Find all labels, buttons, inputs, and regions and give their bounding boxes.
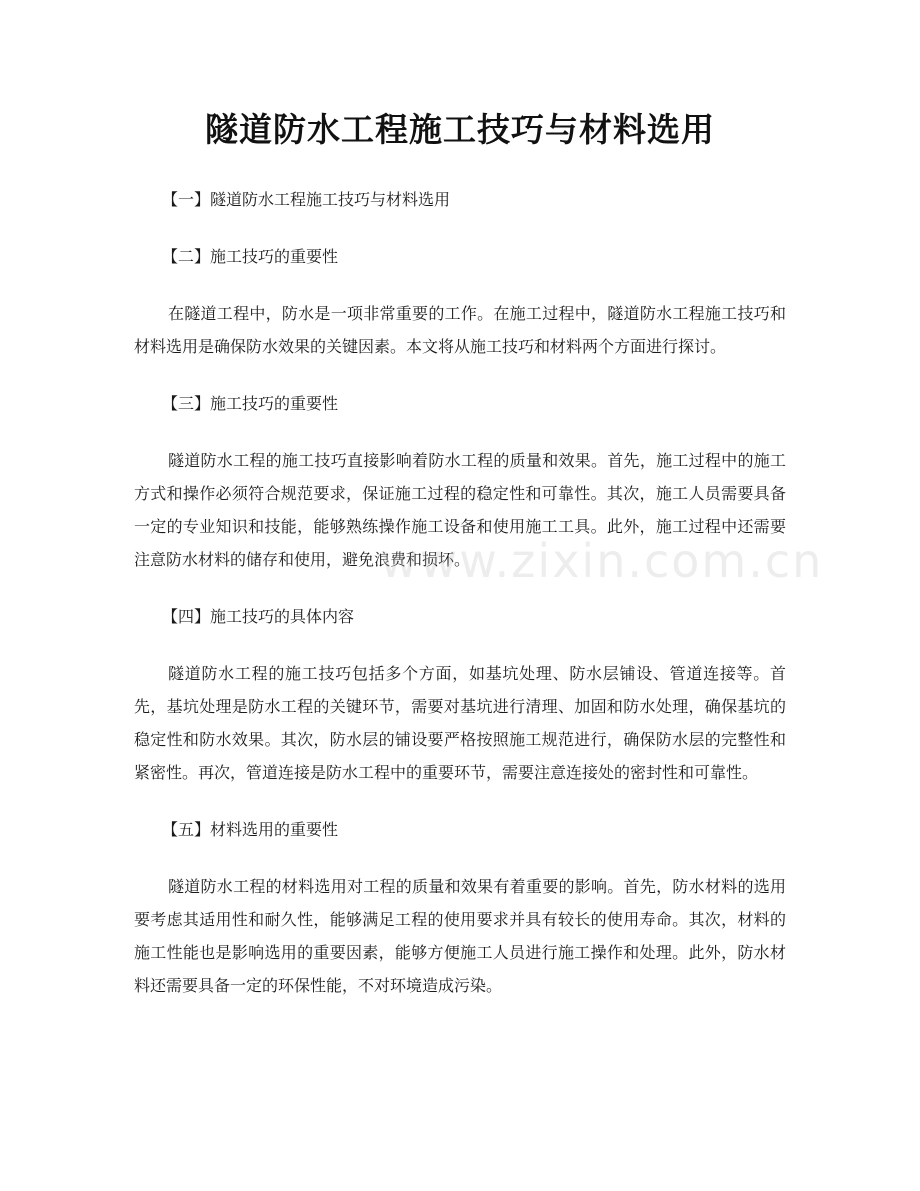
paragraph-technique-content: 隧道防水工程的施工技巧包括多个方面，如基坑处理、防水层铺设、管道连接等。首先，基坑处理是防水工程的关键环节，需要对基坑进行清理、加固和防水处理，确保基坑的稳定性和防水效果。其次，防水层的铺设要严格按照施工规范进行，确保防水层的完整性和紧密性。再次，管道连接是防水工程中的重要环节，需要注意连接处的密封性和可靠性。 — [134, 664, 786, 782]
section-heading-2: 【二】施工技巧的重要性 — [162, 247, 339, 266]
section-heading-3: 【三】施工技巧的重要性 — [162, 394, 339, 413]
paragraph-technique-importance: 隧道防水工程的施工技巧直接影响着防水工程的质量和效果。首先，施工过程中的施工方式和操作必须符合规范要求，保证施工过程的稳定性和可靠性。其次，施工人员需要具备一定的专业知识和技能，能够熟练操作施工设备和使用施工工具。此外，施工过程中还需要注意防水材料的储存和使用，避免浪费和损坏。 — [134, 451, 786, 569]
paragraph-intro: 在隧道工程中，防水是一项非常重要的工作。在施工过程中，隧道防水工程施工技巧和材料选用是确保防水效果的关键因素。本文将从施工技巧和材料两个方面进行探讨。 — [134, 304, 786, 356]
watermark: www.zixin.com.cn — [380, 534, 824, 588]
section-heading-4: 【四】施工技巧的具体内容 — [162, 607, 355, 626]
document-body — [134, 183, 786, 1026]
section-heading-5: 【五】材料选用的重要性 — [162, 820, 339, 839]
paragraph-material-importance: 隧道防水工程的材料选用对工程的质量和效果有着重要的影响。首先，防水材料的选用要考虑其适用性和耐久性，能够满足工程的使用要求并具有较长的使用寿命。其次，材料的施工性能也是影响选用的重要因素，能够方便施工人员进行施工操作和处理。此外，防水材料还需要具备一定的环保性能，不对环境造成污染。 — [134, 877, 786, 995]
document-title: 隧道防水工程施工技巧与材料选用 — [205, 110, 715, 149]
section-heading-1: 【一】隧道防水工程施工技巧与材料选用 — [162, 190, 451, 209]
